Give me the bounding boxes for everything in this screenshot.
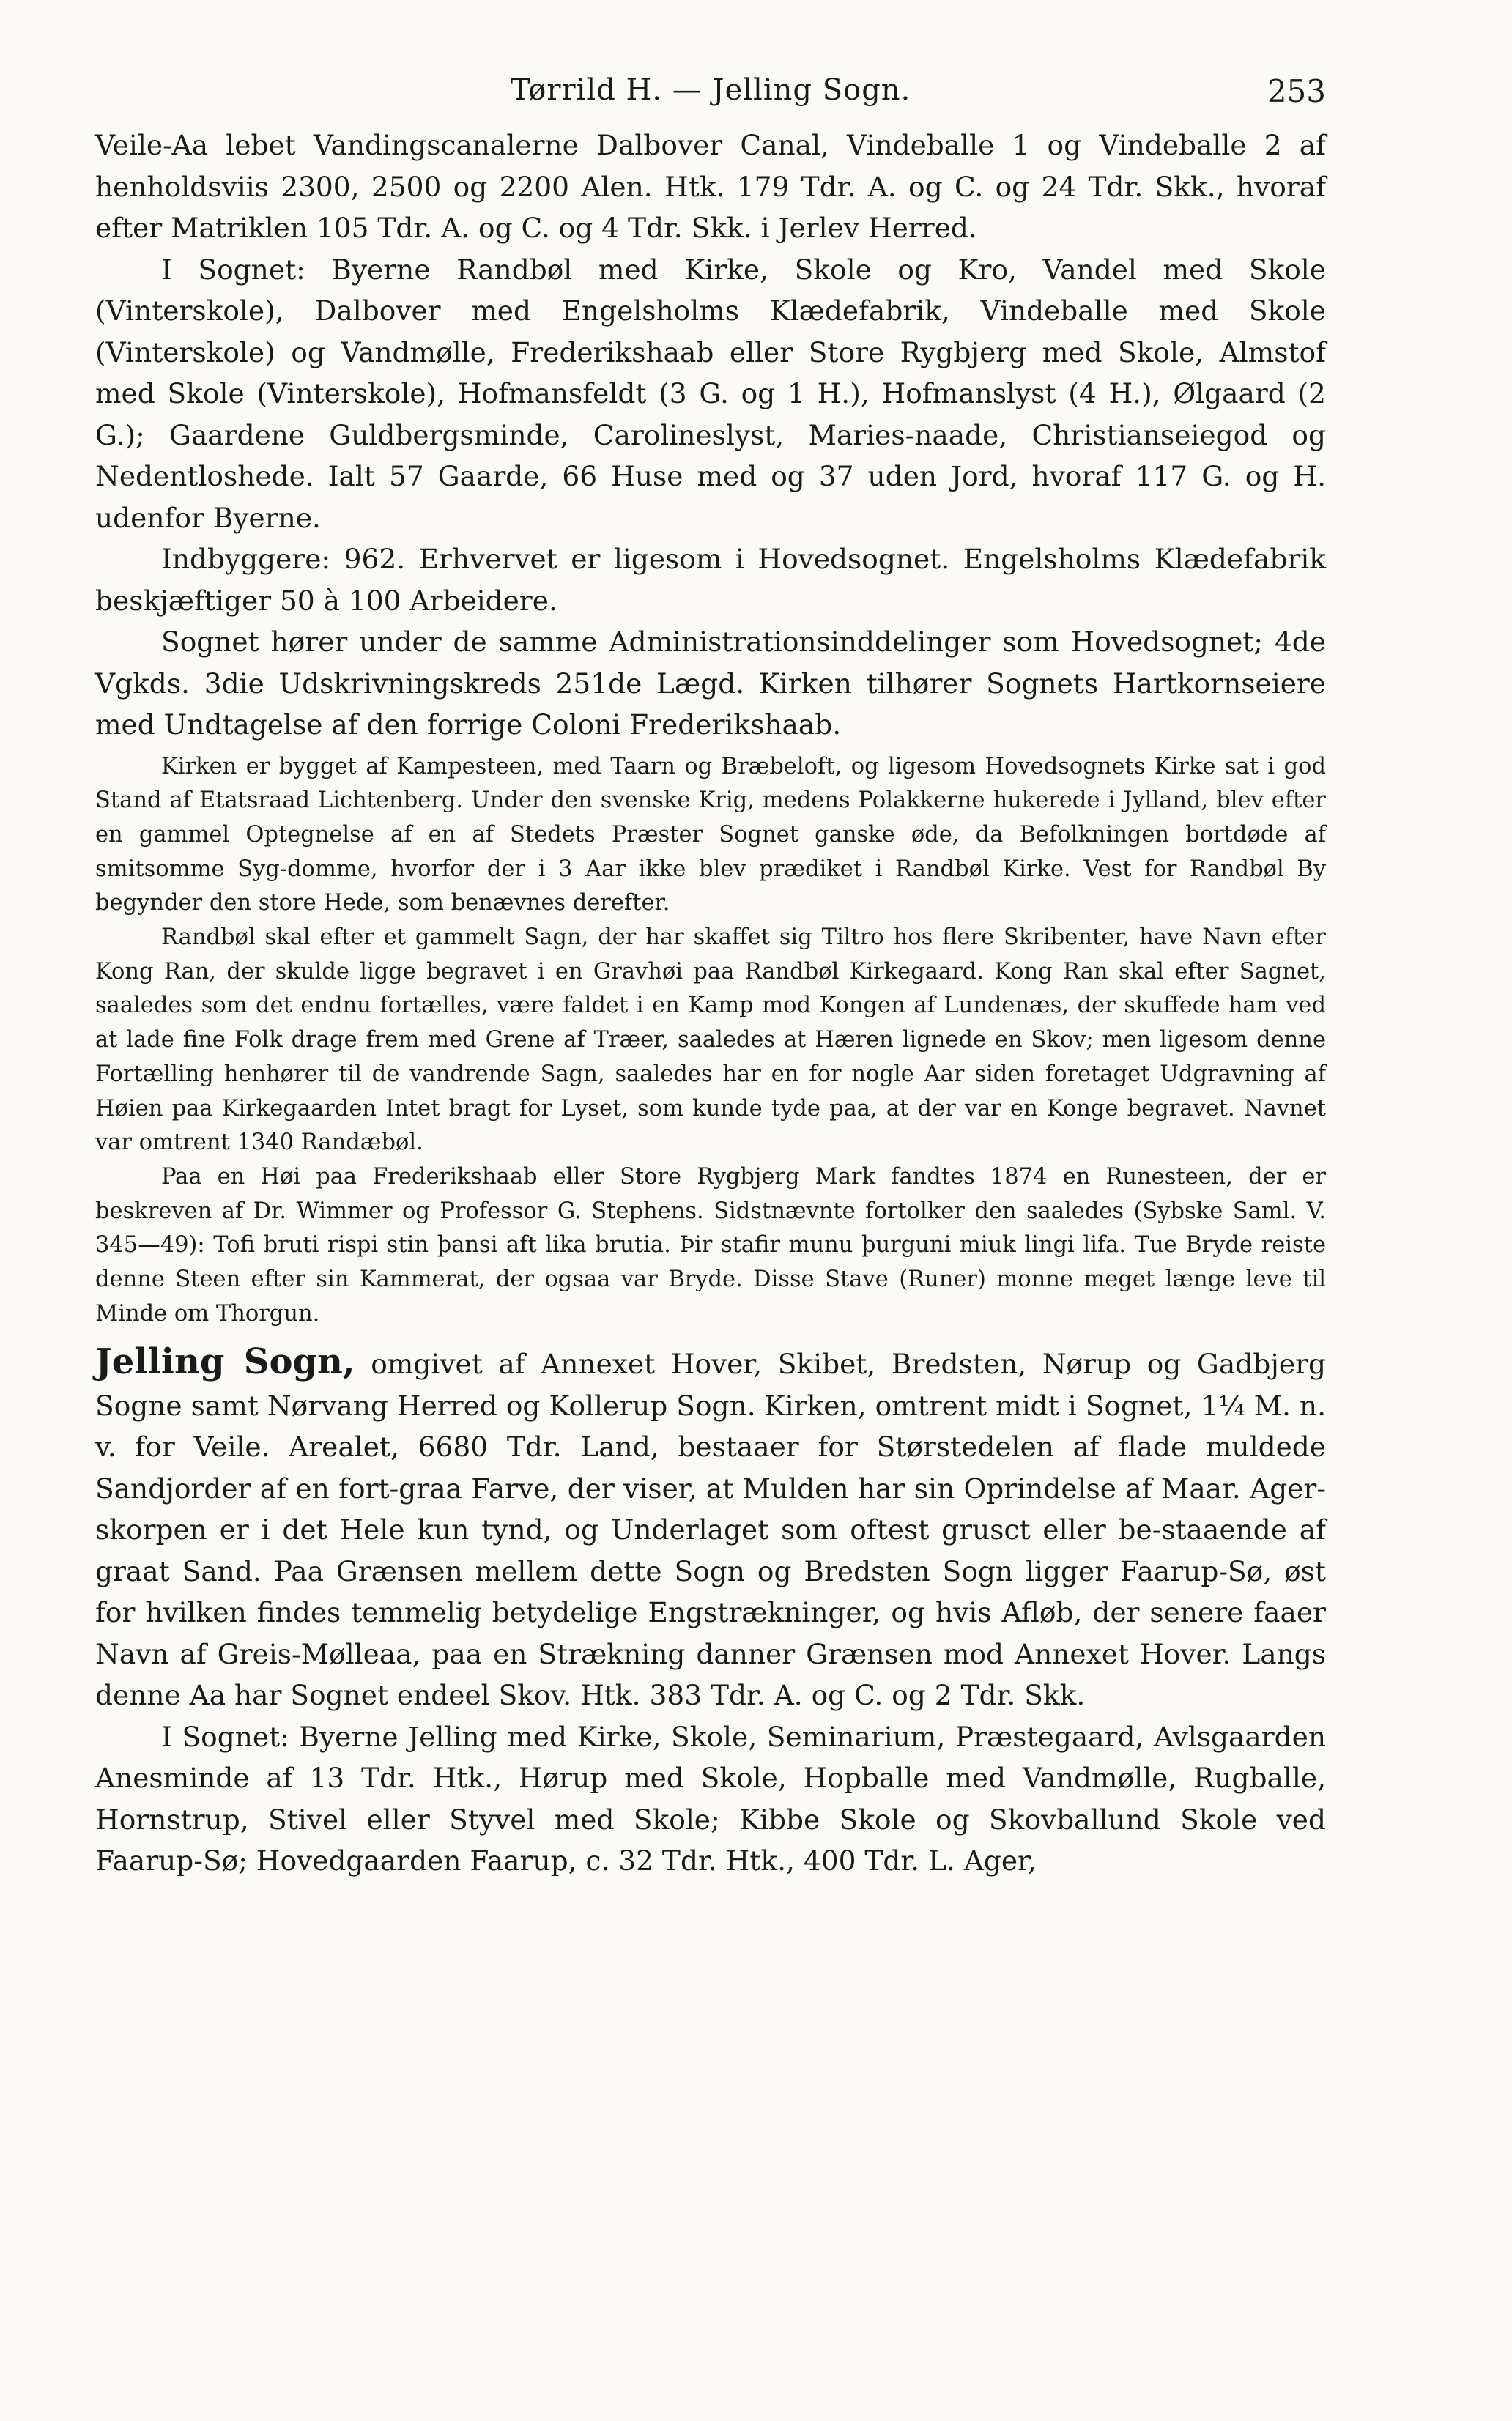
note-runestone: Paa en Høi paa Frederikshaab eller Store Rygbjerg Mark fandtes 1874 en Runesteen, der er beskreven af Dr. Wimmer og Professor G. Stephens. Sidstnævnte fortolker den saaledes (Sybske Saml. V. 345—49): Tofi bruti rispi stin þansi aft lika brutia. Þir stafir munu þurguni miuk lingi lifa. Tue Bryde reiste denne Steen efter sin Kammerat, der ogsaa var Bryde. Disse Stave (Runer) monne meget længe leve til Minde om Thorgun.	[95, 1163, 1326, 1327]
paragraph-water-canals: Veile-Aa lebet Vandingscanalerne Dalbover Canal, Vindeballe 1 og Vindeballe 2 af henholdsviis 2300, 2500 og 2200 Alen. Htk. 179 Tdr. A. og C. og 24 Tdr. Skk., hvoraf efter Matriklen 105 Tdr. A. og C. og 4 Tdr. Skk. i Jerlev Herred.	[95, 129, 1326, 244]
main-text	[95, 125, 1326, 746]
jelling-section	[95, 1341, 1326, 1882]
note-king-ran: Randbøl skal efter et gammelt Sagn, der har skaffet sig Tiltro hos flere Skribenter, have Navn efter Kong Ran, der skulde ligge begravet i en Gravhøi paa Randbøl Kirkegaard. Kong Ran skal efter Sagnet, saaledes som det endnu fortælles, være faldet i en Kamp mod Kongen af Lundenæs, der skuffede ham ved at lade fine Folk drage frem med Grene af Træer, saaledes at Hæren lignede en Skov; men ligesom denne Fortælling henhører til de vandrende Sagn, saaledes har en for nogle Aar siden foretaget Udgravning af Høien paa Kirkegaarden Intet bragt for Lyset, som kunde tyde paa, at der var en Konge begravet. Navnet var omtrent 1340 Randæbøl.	[95, 924, 1326, 1156]
page-number: 253	[1267, 73, 1326, 109]
jelling-intro-text: omgivet af Annexet Hover, Skibet, Bredsten, Nørup og Gadbjerg Sogne samt Nørvang Herred og Kollerup Sogn. Kirken, omtrent midt i Sognet, 1¼ M. n. v. for Veile. Arealet, 6680 Tdr. Land, bestaaer for Størstedelen af flade muldede Sandjorder af en fort-graa Farve, der viser, at Mulden har sin Oprindelse af Maar. Ager-skorpen er i det Hele kun tynd, og Underlaget som oftest grusct eller be-staaende af graat Sand. Paa Grænsen mellem dette Sogn og Bredsten Sogn ligger Faarup-Sø, øst for hvilken findes temmelig betydelige Engstrækninger, og hvis Afløb, der senere faaer Navn af Greis-Mølleaa, paa en Strækning danner Grænsen mod Annexet Hover. Langs denne Aa har Sognet endeel Skov. Htk. 383 Tdr. A. og C. og 2 Tdr. Skk.	[95, 1348, 1326, 1712]
paragraph-jelling-villages: I Sognet: Byerne Jelling med Kirke, Skole, Seminarium, Præstegaard, Avlsgaarden Anesminde af 13 Tdr. Htk., Hørup med Skole, Hopballe med Vandmølle, Rugballe, Hornstrup, Stivel eller Styvel med Skole; Kibbe Skole og Skovballund Skole ved Faarup-Sø; Hovedgaarden Faarup, c. 32 Tdr. Htk., 400 Tdr. L. Ager,	[95, 1720, 1326, 1877]
running-head	[95, 59, 1326, 125]
paragraph-administration: Sognet hører under de samme Administrationsinddelinger som Hovedsognet; 4de Vgkds. 3die Udskrivningskreds 251de Lægd. Kirken tilhører Sognets Hartkornseiere med Undtagelse af den forrige Coloni Frederikshaab.	[95, 626, 1326, 741]
notes-block	[95, 750, 1326, 1332]
section-heading: Jelling Sogn,	[95, 1341, 355, 1383]
running-title: Tørrild H. — Jelling Sogn.	[510, 73, 911, 107]
paragraph-inhabitants: Indbyggere: 962. Erhvervet er ligesom i Hovedsognet. Engelsholms Klædefabrik beskjæftiger 50 à 100 Arbeidere.	[95, 543, 1326, 617]
note-church: Kirken er bygget af Kampesteen, med Taarn og Bræbeloft, og ligesom Hovedsognets Kirke sat i god Stand af Etatsraad Lichtenberg. Under den svenske Krig, medens Polakkerne hukerede i Jylland, blev efter en gammel Optegnelse af en af Stedets Præster Sognet ganske øde, da Befolkningen bortdøde af smitsomme Syg-domme, hvorfor der i 3 Aar ikke blev prædiket i Randbøl Kirke. Vest for Randbøl By begynder den store Hede, som benævnes derefter.	[95, 753, 1326, 916]
paragraph-jelling-intro	[95, 1341, 1326, 1716]
paragraph-villages: I Sognet: Byerne Randbøl med Kirke, Skole og Kro, Vandel med Skole (Vinterskole), Dalbover med Engelsholms Klædefabrik, Vindeballe med Skole (Vinterskole) og Vandmølle, Frederikshaab eller Store Rygbjerg med Skole, Almstof med Skole (Vinterskole), Hofmansfeldt (3 G. og 1 H.), Hofmanslyst (4 H.), Ølgaard (2 G.); Gaardene Guldbergsminde, Carolineslyst, Maries-naade, Christianseiegod og Nedentloshede. Ialt 57 Gaarde, 66 Huse med og 37 uden Jord, hvoraf 117 G. og H. udenfor Byerne.	[95, 253, 1326, 534]
book-page	[95, 59, 1326, 1882]
